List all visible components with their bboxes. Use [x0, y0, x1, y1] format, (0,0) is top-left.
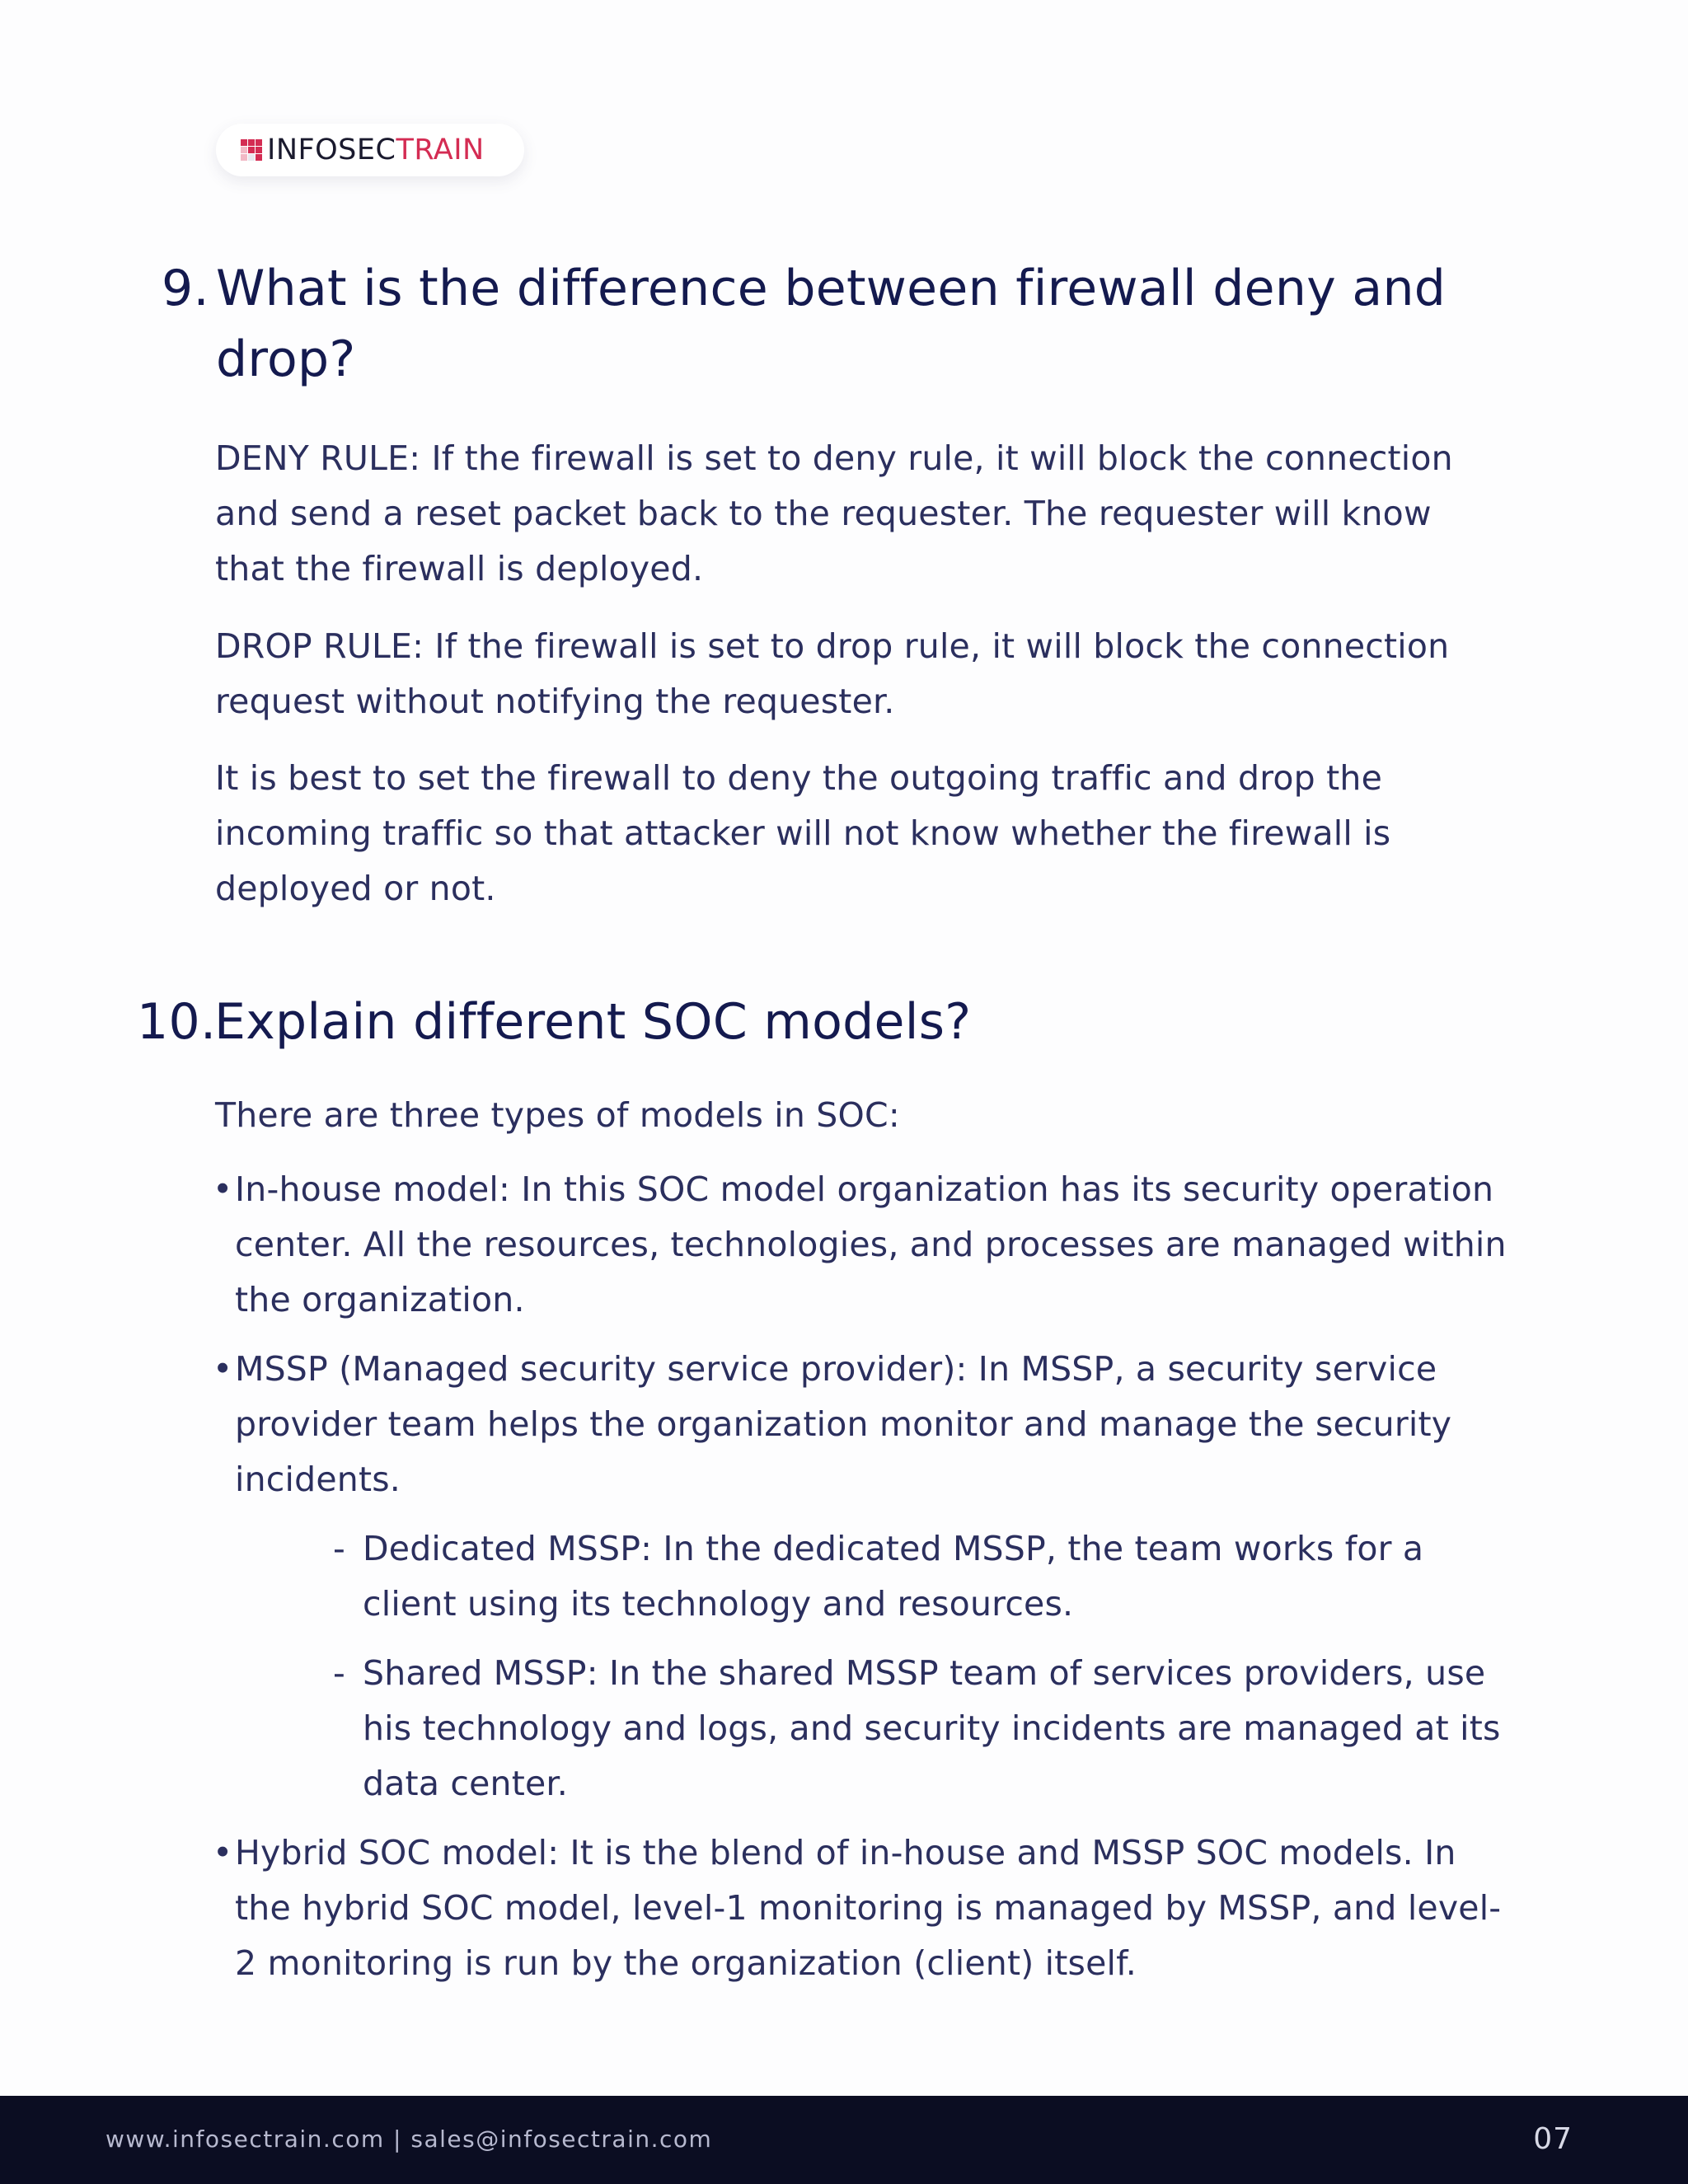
q10-intro: There are three types of models in SOC:: [215, 1095, 900, 1135]
question-10-number: 10.: [137, 993, 217, 1051]
footer-contact-info: www.infosectrain.com | sales@infosectrain.com: [106, 2125, 713, 2153]
q9-paragraph-deny-rule: DENY RULE: If the firewall is set to deny rule, it will block the connection and send a reset packet back to the requester. The requester will know that the firewall is deployed.: [215, 438, 1453, 588]
question-9-title: [162, 253, 1546, 395]
q9-paragraph-recommendation: It is best to set the firewall to deny the outgoing traffic and drop the incoming traffic so that attacker will not know whether the firewall is deployed or not.: [215, 758, 1391, 908]
list-item-text: MSSP (Managed security service provider): In MSSP, a security service provider team helps the organization monitor and manage the security incidents.: [235, 1349, 1452, 1499]
logo-wordmark-dark: INFOSEC: [267, 134, 396, 166]
bullet-marker: •: [213, 1833, 233, 1872]
list-item-hybrid-soc-model: [213, 1825, 1515, 1991]
list-item-text: Hybrid SOC model: It is the blend of in-house and MSSP SOC models. In the hybrid SOC model, level-1 monitoring is managed by MSSP, and level-2 monitoring is run by the organization (client) itself.: [235, 1833, 1502, 1983]
question-9-title-line1: What is the difference between firewall deny and: [216, 260, 1447, 317]
bullet-marker: •: [213, 1169, 233, 1209]
logo-wordmark-accent: TRAIN: [396, 134, 485, 166]
question-10-title-text: Explain different SOC models?: [214, 993, 972, 1051]
page-footer: [0, 2096, 1688, 2184]
q9-paragraph-drop-rule: DROP RULE: If the firewall is set to drop rule, it will block the connection request without notifying the requester.: [215, 626, 1450, 721]
list-item-mssp: [213, 1342, 1515, 1507]
dash-marker: -: [333, 1529, 345, 1568]
sub-list-item-text: Shared MSSP: In the shared MSSP team of services providers, use his technology and logs, and security incidents are managed at its data center.: [363, 1653, 1501, 1803]
question-9-title-line2: drop?: [216, 330, 356, 388]
page-number: 07: [1533, 2122, 1573, 2156]
sub-list-item-dedicated-mssp: [333, 1521, 1503, 1632]
bullet-marker: •: [213, 1349, 233, 1389]
list-item-text: In-house model: In this SOC model organization has its security operation center. All the resources, technologies, and processes are managed within the organization.: [235, 1169, 1507, 1319]
list-item-in-house-model: [213, 1162, 1515, 1328]
brand-logo: [216, 124, 524, 176]
question-9-number: 9.: [162, 260, 209, 317]
logo-wordmark: [267, 134, 485, 166]
question-10-title: [137, 987, 1538, 1057]
sub-list-item-text: Dedicated MSSP: In the dedicated MSSP, the team works for a client using its technology and resources.: [363, 1529, 1424, 1624]
dash-marker: -: [333, 1653, 345, 1693]
sub-list-item-shared-mssp: [333, 1646, 1503, 1811]
infosectrain-logo-icon: [241, 139, 262, 161]
